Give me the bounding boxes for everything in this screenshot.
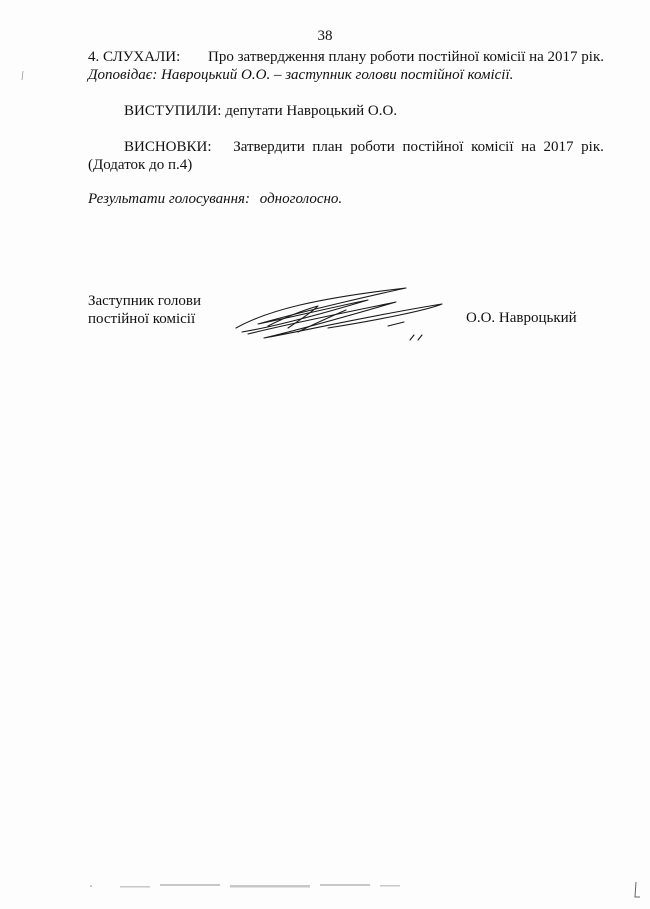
speakers-line — [124, 102, 604, 120]
conclusions-word: Затвердити — [233, 139, 305, 155]
voting-label: Результати голосування: — [88, 191, 251, 207]
conclusions-word: 2017 — [543, 139, 574, 155]
speakers-label: ВИСТУПИЛИ: — [124, 103, 222, 119]
reporter-line: Доповідає: Навроцький О.О. – заступник голови постійної комісії. — [88, 67, 514, 83]
signatory-title — [88, 292, 201, 328]
heard-label: 4. СЛУХАЛИ: — [88, 49, 181, 65]
conclusions-word: роботи — [350, 139, 395, 155]
signatory-title-line2: постійної комісії — [88, 311, 196, 327]
conclusions-word: постійної — [402, 139, 464, 155]
conclusions-word: на — [521, 139, 536, 155]
conclusions-label: ВИСНОВКИ: — [124, 139, 212, 155]
conclusions-word: комісії — [471, 139, 514, 155]
voting-line — [88, 190, 604, 208]
speakers-text: депутати Навроцький О.О. — [225, 103, 398, 119]
appendix-line: (Додаток до п.4) — [88, 157, 193, 173]
page-number: 38 — [317, 28, 333, 44]
handwritten-signature — [228, 280, 454, 350]
conclusions-line — [124, 138, 604, 156]
voting-result: одноголосно. — [259, 191, 343, 207]
conclusions-word: план — [312, 139, 343, 155]
heard-line — [88, 48, 604, 66]
signatory-title-line1: Заступник голови — [88, 293, 201, 309]
scan-noise-strip — [80, 880, 420, 892]
scan-mark-icon — [20, 70, 26, 82]
heard-text: Про затвердження плану роботи постійної комісії на 2017 рік. — [208, 49, 604, 65]
conclusions-word: рік. — [581, 139, 604, 155]
signatory-name: О.О. Навроцький — [466, 310, 577, 326]
corner-mark-icon — [630, 880, 642, 900]
